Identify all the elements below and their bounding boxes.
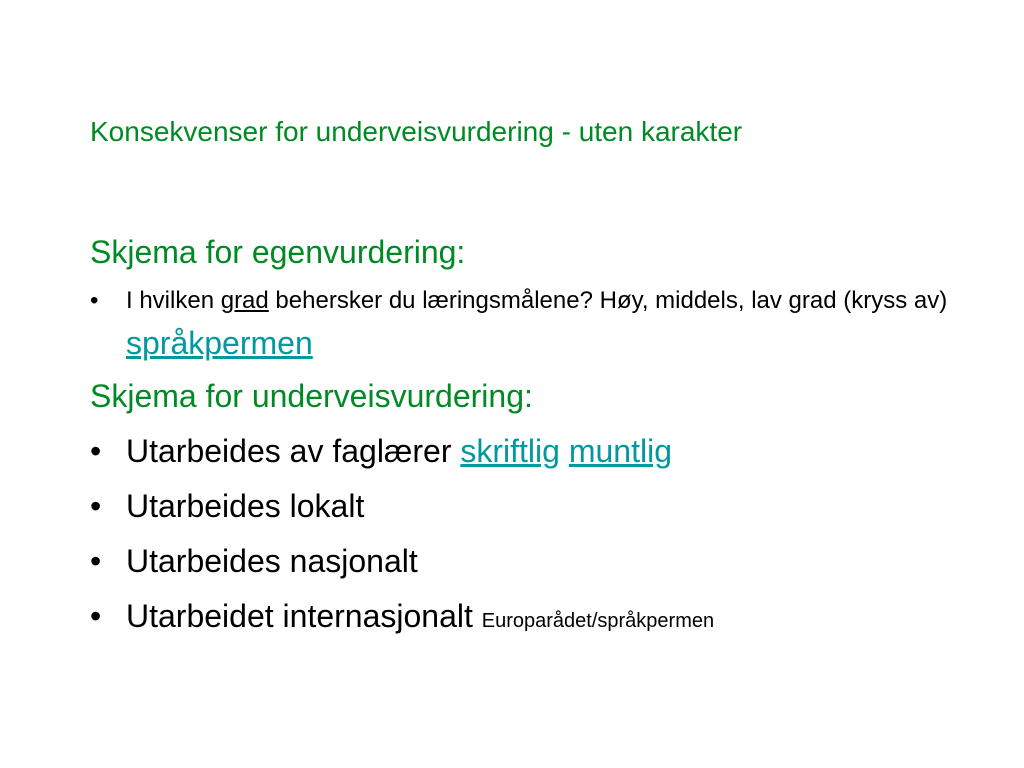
bullet-dot: • (90, 287, 99, 314)
link-sprakpermen[interactable]: språkpermen (126, 325, 313, 361)
bullet-local (90, 486, 950, 526)
bullet-teacher-prepared (90, 431, 950, 471)
slide-title: Konsekvenser for underveisvurdering - uten karakter (90, 116, 743, 147)
bullet-text-before: I hvilken (126, 287, 221, 314)
bullet-text: Utarbeides nasjonalt (126, 543, 418, 579)
bullet-self-assessment-question (90, 280, 950, 368)
heading-formative-assessment: Skjema for underveisvurdering: (90, 378, 533, 414)
source-note: Europarådet/språkpermen (481, 610, 715, 632)
link-skriftlig[interactable]: skriftlig (460, 433, 560, 469)
bullet-dot: • (90, 598, 102, 634)
bullet-national (90, 541, 950, 581)
link-muntlig[interactable]: muntlig (568, 433, 672, 469)
heading-self-assessment: Skjema for egenvurdering: (90, 234, 466, 270)
bullet-dot: • (90, 543, 102, 579)
bullet-text: Utarbeidet internasjonalt (126, 598, 482, 634)
bullet-text: Utarbeides av faglærer (126, 433, 461, 469)
bullet-text: Utarbeides lokalt (126, 488, 365, 524)
bullet-dot: • (90, 433, 102, 469)
slide-content (90, 232, 950, 641)
bullet-text-after: behersker du læringsmålene? Høy, middels, lav grad (kryss av) (268, 287, 948, 314)
underlined-word-grad: grad (220, 287, 269, 314)
bullet-dot: • (90, 488, 102, 524)
bullet-international (90, 596, 950, 641)
